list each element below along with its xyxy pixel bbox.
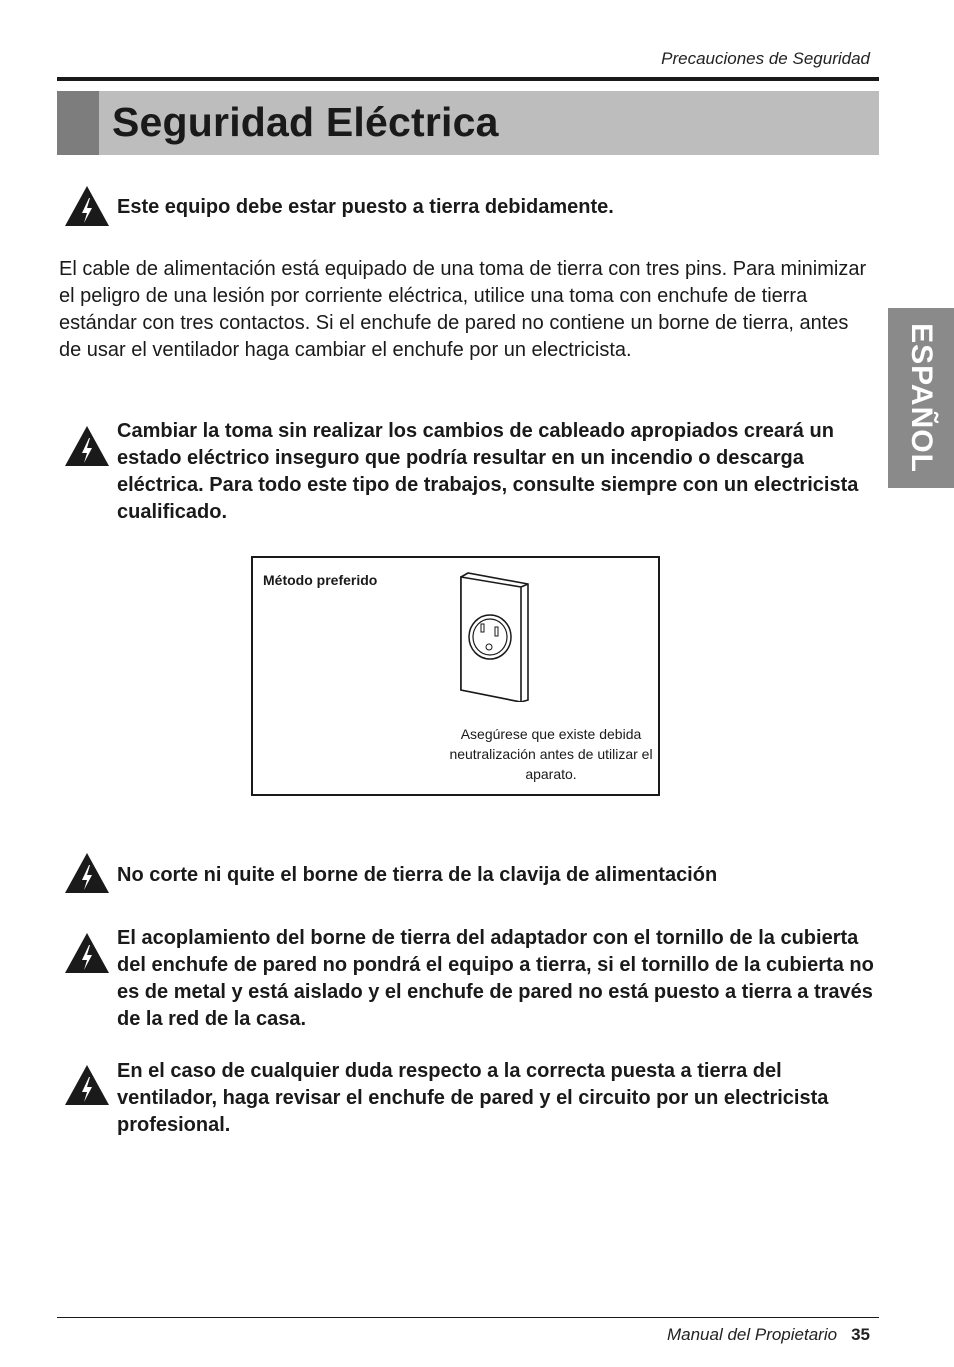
electric-shock-warning-icon: [64, 1064, 110, 1106]
title-accent-block: [57, 91, 99, 155]
grounded-outlet-icon: [458, 572, 530, 702]
page-title: Seguridad Eléctrica: [112, 99, 499, 145]
language-tab-label: ESPAÑOL: [905, 323, 938, 473]
page-number: 35: [851, 1325, 870, 1344]
body-paragraph: El cable de alimentación está equipado de una toma de tierra con tres pins. Para minimizar el peligro de una lesión por corriente eléctrica, utilice una toma con enchufe de tierra estándar con tres contactos. Si el enchufe de pared no contiene un borne de tierra, antes de usar el ventilador haga cambiar el enchufe por un electricista.: [59, 258, 867, 361]
warning-text-ground-pin: No corte ni quite el borne de tierra de la clavija de alimentación: [117, 864, 718, 886]
electric-shock-warning-icon: [64, 852, 110, 894]
language-tab: [888, 308, 954, 488]
footer-manual-title: Manual del Propietario: [666, 1325, 838, 1344]
warning-text-adapter: El acoplamiento del borne de tierra del adaptador con el tornillo de la cubierta del enchufe de pared no pondrá el equipo a tierra, si el tornillo de la cubierta no es de metal y está aislado y el enchufe de pared no está puesto a tierra a través de la red de la casa.: [117, 927, 874, 1030]
figure-label: Método preferido: [263, 572, 378, 588]
page-footer: [667, 1325, 870, 1345]
title-band: [57, 91, 879, 155]
running-header: Precauciones de Seguridad: [661, 49, 870, 68]
header-divider: [57, 77, 879, 81]
preferred-method-figure: [251, 556, 660, 796]
warning-text-rewiring: Cambiar la toma sin realizar los cambios de cableado apropiados creará un estado eléctrico inseguro que podría resultar en un incendio o descarga eléctrica. Para todo este tipo de trabajos, consulte siempre con un electricista cualificado.: [117, 420, 859, 523]
electric-shock-warning-icon: [64, 932, 110, 974]
electric-shock-warning-icon: [64, 185, 110, 227]
electric-shock-warning-icon: [64, 425, 110, 467]
footer-divider: [57, 1317, 879, 1318]
warning-text-professional: En el caso de cualquier duda respecto a la correcta puesta a tierra del ventilador, haga revisar el enchufe de pared y el circuito por un electricista profesional.: [117, 1060, 829, 1136]
figure-caption: Asegúrese que existe debida neutralización antes de utilizar el aparato.: [449, 726, 653, 782]
warning-text-grounding: Este equipo debe estar puesto a tierra debidamente.: [117, 196, 614, 218]
